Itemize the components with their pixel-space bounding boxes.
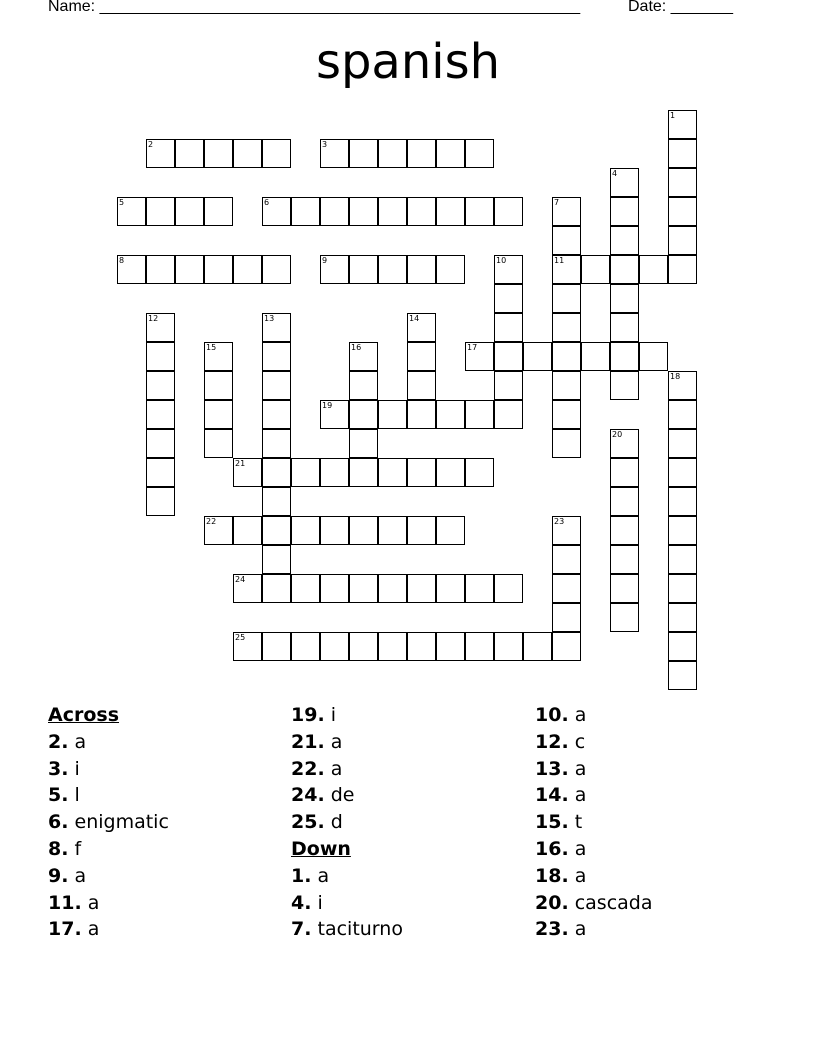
crossword-cell[interactable] bbox=[262, 342, 291, 371]
crossword-cell[interactable] bbox=[349, 139, 378, 168]
crossword-cell[interactable] bbox=[378, 516, 407, 545]
clue-item bbox=[535, 782, 775, 809]
cell-clue-number: 18 bbox=[670, 372, 681, 381]
crossword-cell[interactable] bbox=[378, 139, 407, 168]
crossword-cell[interactable] bbox=[610, 342, 639, 371]
crossword-cell[interactable] bbox=[407, 400, 436, 429]
crossword-cell[interactable] bbox=[175, 139, 204, 168]
clue-text: a bbox=[574, 837, 587, 860]
crossword-cell[interactable] bbox=[610, 516, 639, 545]
crossword-cell[interactable] bbox=[146, 400, 175, 429]
crossword-cell[interactable] bbox=[407, 516, 436, 545]
cell-clue-number: 8 bbox=[119, 256, 125, 265]
crossword-cell[interactable] bbox=[668, 487, 697, 516]
crossword-cell[interactable] bbox=[204, 342, 233, 371]
crossword-cell[interactable] bbox=[552, 255, 581, 284]
crossword-cell[interactable] bbox=[146, 139, 175, 168]
crossword-cell[interactable] bbox=[610, 574, 639, 603]
crossword-cell[interactable] bbox=[291, 197, 320, 226]
clue-item bbox=[291, 756, 531, 783]
clue-text: i bbox=[317, 891, 323, 914]
crossword-cell[interactable] bbox=[610, 429, 639, 458]
date-field-label: Date: _______ bbox=[628, 0, 733, 15]
crossword-cell[interactable] bbox=[407, 574, 436, 603]
cell-clue-number: 22 bbox=[206, 517, 217, 526]
crossword-cell[interactable] bbox=[552, 342, 581, 371]
crossword-cell[interactable] bbox=[320, 255, 349, 284]
crossword-cell[interactable] bbox=[465, 197, 494, 226]
clue-text: i bbox=[74, 757, 80, 780]
crossword-cell[interactable] bbox=[146, 342, 175, 371]
crossword-cell[interactable] bbox=[204, 516, 233, 545]
crossword-cell[interactable] bbox=[320, 139, 349, 168]
clue-text: f bbox=[74, 837, 82, 860]
crossword-cell[interactable] bbox=[552, 603, 581, 632]
clue-item bbox=[48, 809, 288, 836]
crossword-cell[interactable] bbox=[262, 632, 291, 661]
crossword-cell[interactable] bbox=[320, 516, 349, 545]
crossword-cell[interactable] bbox=[668, 226, 697, 255]
crossword-cell[interactable] bbox=[233, 458, 262, 487]
crossword-cell[interactable] bbox=[349, 371, 378, 400]
cell-clue-number: 21 bbox=[235, 459, 246, 468]
clue-item bbox=[48, 836, 288, 863]
clue-text: enigmatic bbox=[74, 811, 169, 834]
crossword-cell[interactable] bbox=[233, 139, 262, 168]
crossword-cell[interactable] bbox=[581, 255, 610, 284]
clue-item bbox=[48, 890, 288, 917]
clue-text: i bbox=[330, 704, 336, 726]
crossword-cell[interactable] bbox=[233, 574, 262, 603]
crossword-cell[interactable] bbox=[204, 371, 233, 400]
crossword-cell[interactable] bbox=[378, 400, 407, 429]
crossword-cell[interactable] bbox=[668, 574, 697, 603]
crossword-cell[interactable] bbox=[436, 574, 465, 603]
crossword-cell[interactable] bbox=[436, 139, 465, 168]
crossword-cell[interactable] bbox=[320, 400, 349, 429]
crossword-cell[interactable] bbox=[552, 284, 581, 313]
crossword-cell[interactable] bbox=[262, 400, 291, 429]
clue-item bbox=[291, 729, 531, 756]
clue-number: 24. bbox=[291, 784, 325, 807]
crossword-cell[interactable] bbox=[407, 458, 436, 487]
crossword-cell[interactable] bbox=[378, 632, 407, 661]
crossword-cell[interactable] bbox=[436, 197, 465, 226]
clue-number: 7. bbox=[291, 918, 312, 941]
clue-number: 21. bbox=[291, 730, 325, 753]
clue-text: cascada bbox=[574, 891, 653, 914]
crossword-cell[interactable] bbox=[494, 284, 523, 313]
clue-number: 12. bbox=[535, 730, 569, 753]
cell-clue-number: 20 bbox=[612, 430, 623, 439]
crossword-cell[interactable] bbox=[349, 255, 378, 284]
crossword-cell[interactable] bbox=[146, 487, 175, 516]
crossword-cell[interactable] bbox=[407, 255, 436, 284]
cell-clue-number: 10 bbox=[496, 256, 507, 265]
cell-clue-number: 17 bbox=[467, 343, 478, 352]
crossword-cell[interactable] bbox=[668, 400, 697, 429]
crossword-cell[interactable] bbox=[668, 139, 697, 168]
crossword-cell[interactable] bbox=[233, 255, 262, 284]
crossword-cell[interactable] bbox=[610, 284, 639, 313]
crossword-cell[interactable] bbox=[262, 313, 291, 342]
clue-number: 2. bbox=[48, 730, 69, 753]
crossword-cell[interactable] bbox=[668, 197, 697, 226]
crossword-cell[interactable] bbox=[291, 632, 320, 661]
crossword-cell[interactable] bbox=[117, 197, 146, 226]
crossword-cell[interactable] bbox=[407, 371, 436, 400]
clue-number: 11. bbox=[48, 891, 82, 914]
crossword-cell[interactable] bbox=[262, 139, 291, 168]
cell-clue-number: 14 bbox=[409, 314, 420, 323]
clue-number: 22. bbox=[291, 757, 325, 780]
crossword-cell[interactable] bbox=[291, 516, 320, 545]
crossword-cell[interactable] bbox=[552, 429, 581, 458]
crossword-cell[interactable] bbox=[610, 313, 639, 342]
clue-number: 17. bbox=[48, 918, 82, 941]
cell-clue-number: 23 bbox=[554, 517, 565, 526]
crossword-cell[interactable] bbox=[349, 429, 378, 458]
crossword-cell[interactable] bbox=[494, 197, 523, 226]
crossword-cell[interactable] bbox=[233, 516, 262, 545]
crossword-cell[interactable] bbox=[349, 400, 378, 429]
crossword-cell[interactable] bbox=[581, 342, 610, 371]
crossword-cell[interactable] bbox=[668, 603, 697, 632]
crossword-cell[interactable] bbox=[668, 516, 697, 545]
crossword-cell[interactable] bbox=[639, 255, 668, 284]
crossword-cell[interactable] bbox=[436, 255, 465, 284]
crossword-cell[interactable] bbox=[610, 168, 639, 197]
clue-number: 23. bbox=[535, 918, 569, 941]
crossword-cell[interactable] bbox=[552, 632, 581, 661]
crossword-cell[interactable] bbox=[639, 342, 668, 371]
clue-text: a bbox=[574, 864, 587, 887]
crossword-cell[interactable] bbox=[494, 632, 523, 661]
clue-item bbox=[48, 916, 288, 943]
clue-item bbox=[535, 729, 775, 756]
crossword-cell[interactable] bbox=[523, 632, 552, 661]
cell-clue-number: 4 bbox=[612, 169, 618, 178]
cell-clue-number: 25 bbox=[235, 633, 246, 642]
crossword-cell[interactable] bbox=[349, 632, 378, 661]
clue-number: 5. bbox=[48, 784, 69, 807]
crossword-cell[interactable] bbox=[262, 255, 291, 284]
clue-text: taciturno bbox=[317, 918, 403, 941]
crossword-cell[interactable] bbox=[436, 458, 465, 487]
crossword-cell[interactable] bbox=[320, 197, 349, 226]
crossword-cell[interactable] bbox=[320, 632, 349, 661]
crossword-cell[interactable] bbox=[668, 168, 697, 197]
crossword-cell[interactable] bbox=[668, 545, 697, 574]
crossword-cell[interactable] bbox=[291, 458, 320, 487]
clue-text: a bbox=[74, 864, 87, 887]
crossword-cell[interactable] bbox=[378, 255, 407, 284]
crossword-cell[interactable] bbox=[407, 632, 436, 661]
clue-text: t bbox=[574, 811, 583, 834]
crossword-cell[interactable] bbox=[407, 197, 436, 226]
clue-text: a bbox=[574, 704, 587, 726]
clue-number: 18. bbox=[535, 864, 569, 887]
crossword-cell[interactable] bbox=[204, 139, 233, 168]
cell-clue-number: 2 bbox=[148, 140, 154, 149]
section-heading-text: Across bbox=[48, 704, 120, 726]
crossword-cell[interactable] bbox=[552, 516, 581, 545]
clue-number: 8. bbox=[48, 837, 69, 860]
crossword-cell[interactable] bbox=[436, 516, 465, 545]
clue-item bbox=[291, 702, 531, 729]
clue-item bbox=[535, 809, 775, 836]
crossword-cell[interactable] bbox=[349, 197, 378, 226]
clue-item bbox=[48, 863, 288, 890]
crossword-cell[interactable] bbox=[668, 110, 697, 139]
clue-text: a bbox=[574, 757, 587, 780]
crossword-cell[interactable] bbox=[552, 226, 581, 255]
crossword-cell[interactable] bbox=[262, 429, 291, 458]
crossword-cell[interactable] bbox=[349, 342, 378, 371]
clue-section-heading bbox=[48, 702, 288, 729]
crossword-cell[interactable] bbox=[291, 574, 320, 603]
clue-text: a bbox=[87, 918, 100, 941]
crossword-cell[interactable] bbox=[436, 400, 465, 429]
clue-item bbox=[291, 863, 531, 890]
crossword-cell[interactable] bbox=[146, 313, 175, 342]
crossword-cell[interactable] bbox=[610, 255, 639, 284]
crossword-cell[interactable] bbox=[465, 400, 494, 429]
crossword-cell[interactable] bbox=[494, 371, 523, 400]
clue-number: 9. bbox=[48, 864, 69, 887]
crossword-cell[interactable] bbox=[668, 429, 697, 458]
clue-number: 3. bbox=[48, 757, 69, 780]
crossword-cell[interactable] bbox=[204, 400, 233, 429]
crossword-cell[interactable] bbox=[668, 458, 697, 487]
crossword-cell[interactable] bbox=[465, 342, 494, 371]
cell-clue-number: 19 bbox=[322, 401, 333, 410]
crossword-cell[interactable] bbox=[320, 574, 349, 603]
crossword-cell[interactable] bbox=[668, 371, 697, 400]
crossword-cell[interactable] bbox=[407, 342, 436, 371]
crossword-cell[interactable] bbox=[610, 371, 639, 400]
crossword-cell[interactable] bbox=[552, 545, 581, 574]
crossword-cell[interactable] bbox=[436, 632, 465, 661]
crossword-cell[interactable] bbox=[262, 516, 291, 545]
clue-number: 10. bbox=[535, 704, 569, 726]
crossword-cell[interactable] bbox=[465, 458, 494, 487]
crossword-cell[interactable] bbox=[494, 574, 523, 603]
crossword-cell[interactable] bbox=[349, 458, 378, 487]
crossword-cell[interactable] bbox=[349, 574, 378, 603]
name-field-label: Name: ______________________________________________________ bbox=[48, 0, 581, 15]
crossword-cell[interactable] bbox=[262, 545, 291, 574]
crossword-cell[interactable] bbox=[610, 226, 639, 255]
crossword-cell[interactable] bbox=[175, 197, 204, 226]
clue-text: d bbox=[330, 811, 343, 834]
crossword-cell[interactable] bbox=[204, 255, 233, 284]
crossword-cell[interactable] bbox=[146, 197, 175, 226]
clue-text: c bbox=[574, 730, 586, 753]
crossword-cell[interactable] bbox=[378, 458, 407, 487]
clue-text: a bbox=[317, 864, 330, 887]
crossword-cell[interactable] bbox=[262, 487, 291, 516]
crossword-cell[interactable] bbox=[552, 197, 581, 226]
crossword-cell[interactable] bbox=[407, 139, 436, 168]
crossword-cell[interactable] bbox=[552, 313, 581, 342]
crossword-cell[interactable] bbox=[610, 603, 639, 632]
crossword-cell[interactable] bbox=[262, 371, 291, 400]
clue-number: 1. bbox=[291, 864, 312, 887]
crossword-cell[interactable] bbox=[117, 255, 146, 284]
crossword-cell[interactable] bbox=[349, 516, 378, 545]
cell-clue-number: 13 bbox=[264, 314, 275, 323]
clue-number: 16. bbox=[535, 837, 569, 860]
crossword-cell[interactable] bbox=[668, 255, 697, 284]
crossword-cell[interactable] bbox=[146, 458, 175, 487]
clue-item bbox=[291, 916, 531, 943]
clue-item bbox=[535, 836, 775, 863]
cell-clue-number: 6 bbox=[264, 198, 270, 207]
crossword-cell[interactable] bbox=[378, 197, 407, 226]
clue-column-1 bbox=[48, 702, 288, 943]
clue-number: 6. bbox=[48, 811, 69, 834]
clue-number: 4. bbox=[291, 891, 312, 914]
clue-text: de bbox=[330, 784, 355, 807]
crossword-cell[interactable] bbox=[552, 400, 581, 429]
cell-clue-number: 9 bbox=[322, 256, 328, 265]
clue-number: 14. bbox=[535, 784, 569, 807]
clue-item bbox=[535, 863, 775, 890]
crossword-cell[interactable] bbox=[262, 574, 291, 603]
clue-section-heading bbox=[291, 836, 531, 863]
clue-number: 15. bbox=[535, 811, 569, 834]
page-title: spanish bbox=[315, 34, 501, 90]
clue-number: 25. bbox=[291, 811, 325, 834]
cell-clue-number: 12 bbox=[148, 314, 159, 323]
cell-clue-number: 1 bbox=[670, 111, 676, 120]
clue-text: a bbox=[330, 757, 343, 780]
crossword-cell[interactable] bbox=[494, 255, 523, 284]
clue-text: l bbox=[74, 784, 80, 807]
crossword-cell[interactable] bbox=[552, 371, 581, 400]
crossword-cell[interactable] bbox=[465, 574, 494, 603]
clue-number: 13. bbox=[535, 757, 569, 780]
cell-clue-number: 5 bbox=[119, 198, 125, 207]
clue-number: 19. bbox=[291, 704, 325, 726]
crossword-cell[interactable] bbox=[175, 255, 204, 284]
clue-text: a bbox=[574, 918, 587, 941]
crossword-cell[interactable] bbox=[668, 632, 697, 661]
crossword-cell[interactable] bbox=[494, 342, 523, 371]
clue-item bbox=[535, 756, 775, 783]
crossword-cell[interactable] bbox=[494, 400, 523, 429]
clue-item bbox=[535, 702, 775, 729]
clue-item bbox=[48, 729, 288, 756]
crossword-cell[interactable] bbox=[610, 197, 639, 226]
crossword-cell[interactable] bbox=[465, 139, 494, 168]
crossword-cell[interactable] bbox=[378, 574, 407, 603]
crossword-cell[interactable] bbox=[407, 313, 436, 342]
cell-clue-number: 15 bbox=[206, 343, 217, 352]
crossword-cell[interactable] bbox=[610, 487, 639, 516]
cell-clue-number: 24 bbox=[235, 575, 246, 584]
cell-clue-number: 3 bbox=[322, 140, 328, 149]
crossword-cell[interactable] bbox=[262, 458, 291, 487]
clue-column-3 bbox=[535, 702, 775, 943]
clue-item bbox=[535, 890, 775, 917]
cell-clue-number: 7 bbox=[554, 198, 560, 207]
crossword-cell[interactable] bbox=[610, 458, 639, 487]
cell-clue-number: 11 bbox=[554, 256, 565, 265]
crossword-cell[interactable] bbox=[146, 371, 175, 400]
clue-item bbox=[48, 782, 288, 809]
crossword-cell[interactable] bbox=[320, 458, 349, 487]
section-heading-text: Down bbox=[291, 837, 351, 860]
clue-item bbox=[291, 809, 531, 836]
clue-column-2 bbox=[291, 702, 531, 943]
crossword-cell[interactable] bbox=[262, 197, 291, 226]
crossword-cell[interactable] bbox=[204, 197, 233, 226]
crossword-cell[interactable] bbox=[146, 255, 175, 284]
crossword-cell[interactable] bbox=[146, 429, 175, 458]
crossword-cell[interactable] bbox=[552, 574, 581, 603]
clue-item bbox=[48, 756, 288, 783]
crossword-cell[interactable] bbox=[204, 429, 233, 458]
crossword-cell[interactable] bbox=[668, 661, 697, 690]
cell-clue-number: 16 bbox=[351, 343, 362, 352]
clue-item bbox=[291, 782, 531, 809]
clue-text: a bbox=[87, 891, 100, 914]
clue-text: a bbox=[574, 784, 587, 807]
clue-item bbox=[291, 890, 531, 917]
crossword-cell[interactable] bbox=[494, 313, 523, 342]
clue-number: 20. bbox=[535, 891, 569, 914]
clue-text: a bbox=[330, 730, 343, 753]
clue-item bbox=[535, 916, 775, 943]
crossword-cell[interactable] bbox=[610, 545, 639, 574]
crossword-cell[interactable] bbox=[465, 632, 494, 661]
crossword-cell[interactable] bbox=[523, 342, 552, 371]
crossword-cell[interactable] bbox=[233, 632, 262, 661]
clue-text: a bbox=[74, 730, 87, 753]
